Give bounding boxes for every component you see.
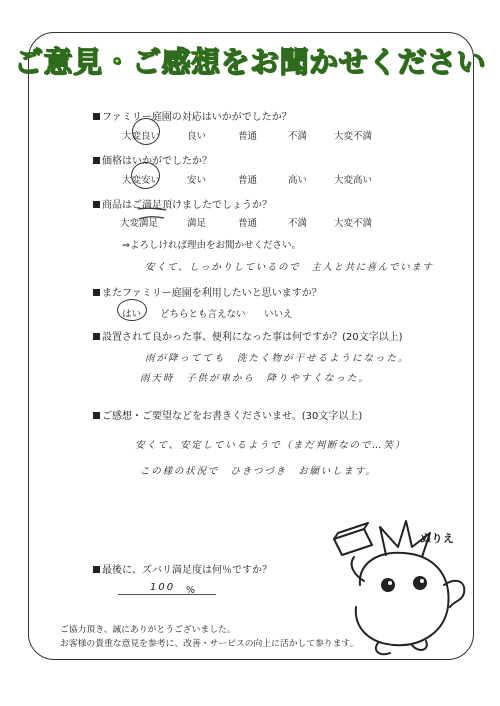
question-product: 商品はご満足頂けましたでしょうか？ xyxy=(93,196,272,211)
mascot-label: ぬりえ xyxy=(420,532,455,545)
question-reuse: またファミリー庭園を利用したいと思いますか？ xyxy=(93,284,322,299)
bullet-square-icon xyxy=(93,333,100,340)
option-reuse-neutral[interactable]: どちらとも言えない xyxy=(160,309,246,320)
selection-circle-mark xyxy=(117,299,147,321)
footer-note: お客様の貴重な意見を参考に、改善・サービスの向上に活かして参ります。 xyxy=(60,639,359,649)
selection-check-mark xyxy=(136,206,168,222)
option-product-very-satisfied[interactable]: 大変満足 xyxy=(120,218,159,229)
option-service-very-good[interactable]: 大変良い xyxy=(122,131,161,142)
selection-circle-mark xyxy=(132,118,160,145)
option-product-dissatisfied[interactable]: 不満 xyxy=(288,218,308,229)
option-price-very-cheap[interactable]: 大変安い xyxy=(122,175,161,186)
bullet-square-icon xyxy=(93,412,100,419)
bullet-square-icon xyxy=(93,289,100,296)
comments-answer-line-1: 安くて、安定しているようで（まだ判断なので…笑） xyxy=(135,440,407,451)
bullet-square-icon xyxy=(93,201,100,208)
bullet-square-icon xyxy=(93,566,100,573)
option-reuse-yes[interactable]: はい xyxy=(122,309,142,320)
option-service-dissatisfied[interactable]: 不満 xyxy=(288,131,308,142)
bullet-square-icon xyxy=(93,113,100,120)
question-price: 価格はいかがでしたか？ xyxy=(93,152,212,167)
option-service-very-dissatisfied[interactable]: 大変不満 xyxy=(334,131,373,142)
question-benefits: 設置されて良かった事、便利になった事は何ですか？(20文字以上) xyxy=(93,328,403,343)
reason-prompt: ⇒よろしければ理由をお聞かせください。 xyxy=(122,240,301,251)
option-product-satisfied[interactable]: 満足 xyxy=(187,218,207,229)
benefits-answer-line-1: 雨が降ってても 洗たく物が干せるようになった。 xyxy=(145,353,410,364)
option-service-normal[interactable]: 普通 xyxy=(238,131,258,142)
question-comments: ご感想・ご要望などをお書きくださいませ。(30文字以上) xyxy=(93,407,362,422)
option-product-normal[interactable]: 普通 xyxy=(238,218,258,229)
page-title: ご意見・ご感想をお聞かせください xyxy=(13,45,486,79)
option-service-good[interactable]: 良い xyxy=(187,131,207,142)
reason-answer: 安くて、しっかりしているので 主人と共に喜んでいます xyxy=(145,262,434,273)
option-price-normal[interactable]: 普通 xyxy=(238,175,258,186)
option-reuse-no[interactable]: いいえ xyxy=(264,309,293,320)
footer-thanks: ご協力頂き、誠にありがとうございました。 xyxy=(60,625,236,635)
bullet-square-icon xyxy=(93,157,100,164)
option-price-cheap[interactable]: 安い xyxy=(187,175,207,186)
option-product-very-dissatisfied[interactable]: 大変不満 xyxy=(334,218,373,229)
question-satisfaction: 最後に、ズバリ満足度は何％ですか？ xyxy=(93,561,272,576)
option-price-expensive[interactable]: 高い xyxy=(288,175,308,186)
option-price-very-expensive[interactable]: 大変高い xyxy=(334,175,373,186)
satisfaction-answer-line xyxy=(118,594,216,595)
selection-circle-mark xyxy=(131,162,160,189)
question-service: ファミリー庭園の対応はいかがでしたか？ xyxy=(93,108,292,123)
satisfaction-unit: % xyxy=(186,585,196,596)
satisfaction-value: 100 xyxy=(150,582,176,593)
benefits-answer-line-2: 雨天時 子供が車から 降りやすくなった。 xyxy=(140,373,371,384)
comments-answer-line-2: この様の状況で ひきつづき お願いします。 xyxy=(140,466,377,477)
